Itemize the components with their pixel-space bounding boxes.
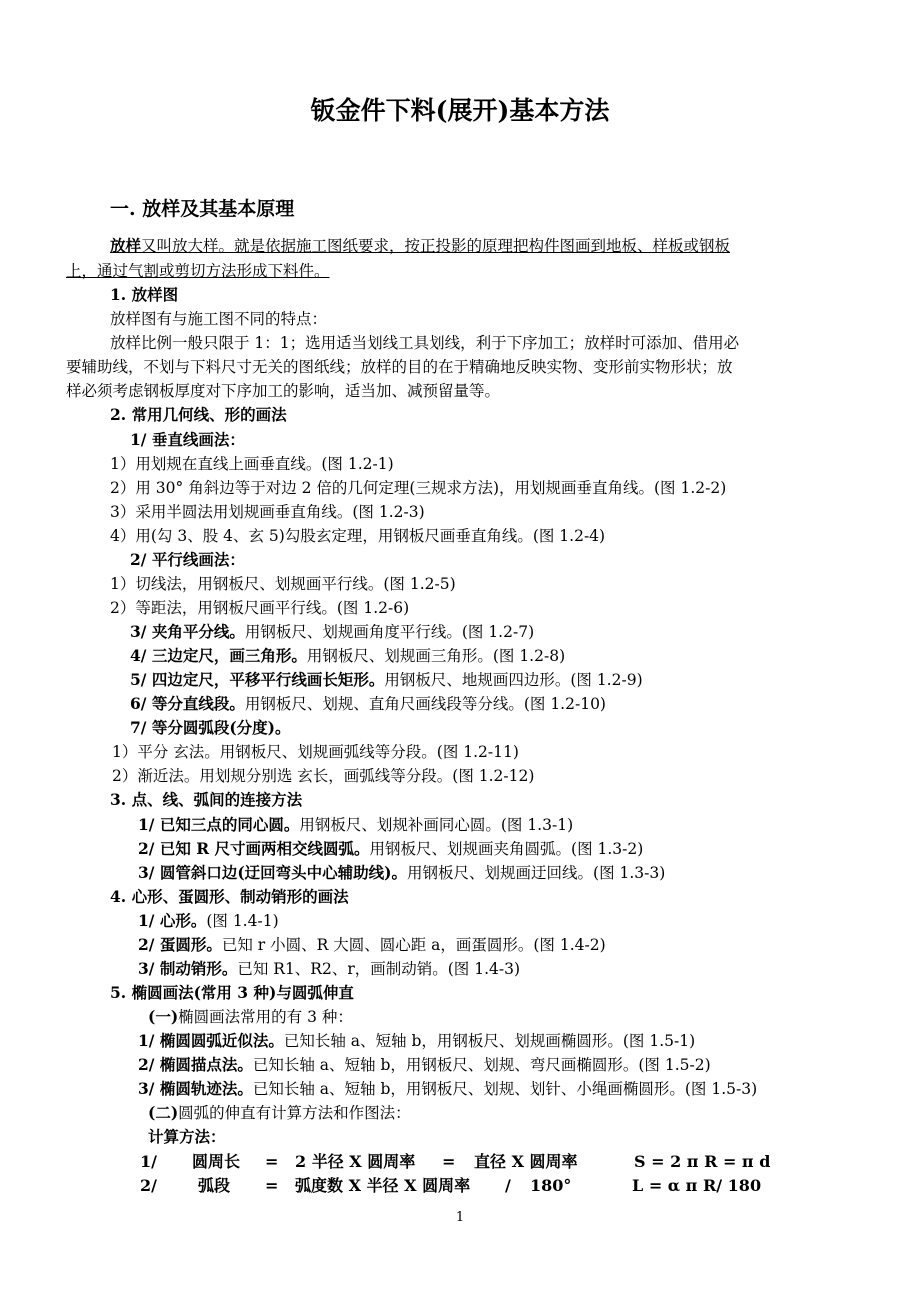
item-heading: 1/ 垂直线画法： xyxy=(130,430,245,449)
paragraph: 放样图有与施工图不同的特点： xyxy=(110,310,328,328)
list-item: 2）用 30° 角斜边等于对边 2 倍的几何定理(三规求方法)，用划规画垂直角线。(图 1.2-2) xyxy=(110,479,727,497)
item-heading: 2/ 平行线画法： xyxy=(130,550,245,569)
intro-text: 又叫放大样。就是依据施工图纸要求，按正投影的原理把构件图画到地板、样板或钢板 xyxy=(141,237,731,255)
section-heading: 一. 放样及其基本原理 xyxy=(110,198,295,220)
list-item: 2/ 蛋圆形。已知 r 小圆、R 大圆、圆心距 a，画蛋圆形。(图 1.4-2) xyxy=(138,935,606,954)
intro-paragraph-line2: 上，通过气割或剪切方法形成下料件。 xyxy=(66,262,330,280)
paragraph: 样必须考虑钢板厚度对下序加工的影响，适当加、减预留量等。 xyxy=(66,382,501,400)
list-item: 1）平分 玄法。用钢板尺、划规画弧线等分段。(图 1.2-11) xyxy=(112,743,519,761)
list-item: 1）切线法，用钢板尺、划规画平行线。(图 1.2-5) xyxy=(110,575,456,593)
intro-term: 放样 xyxy=(110,236,142,255)
subsection-heading: 5. 椭圆画法(常用 3 种)与圆弧伸直 xyxy=(110,983,354,1002)
page-number: 1 xyxy=(455,1210,465,1225)
list-item: 1/ 心形。(图 1.4-1) xyxy=(138,911,279,930)
intro-paragraph-line1 xyxy=(110,236,730,256)
subsection-heading: 1. 放样图 xyxy=(110,285,179,304)
list-item: 2）渐近法。用划规分别选 玄长，画弧线等分段。(图 1.2-12) xyxy=(112,767,535,785)
paragraph: 要辅助线，不划与下料尺寸无关的图纸线；放样的目的在于精确地反映实物、变形前实物形状；放 xyxy=(66,358,733,376)
paragraph: (二)圆弧的伸直有计算方法和作图法： xyxy=(148,1103,411,1122)
list-item: 3/ 夹角平分线。用钢板尺、划规画角度平行线。(图 1.2-7) xyxy=(130,622,535,641)
item-heading: 计算方法： xyxy=(148,1127,226,1146)
list-item: 3/ 制动销形。已知 R1、R2、r，画制动销。(图 1.4-3) xyxy=(138,959,521,978)
list-item: 2）等距法，用钢板尺画平行线。(图 1.2-6) xyxy=(110,599,410,617)
subsection-heading: 2. 常用几何线、形的画法 xyxy=(110,405,287,424)
list-item: 4）用(勾 3、股 4、玄 5)勾股玄定理，用钢板尺画垂直角线。(图 1.2-4) xyxy=(110,527,606,545)
list-item: 2/ 已知 R 尺寸画两相交线圆弧。用钢板尺、划规画夹角圆弧。(图 1.3-2) xyxy=(138,839,644,858)
list-item: 6/ 等分直线段。用钢板尺、划规、直角尺画线段等分线。(图 1.2-10) xyxy=(130,694,606,713)
list-item: 5/ 四边定尺，平移平行线画长矩形。用钢板尺、地规画四边形。(图 1.2-9) xyxy=(130,670,643,689)
item-heading: 7/ 等分圆弧段(分度)。 xyxy=(130,718,291,737)
subsection-heading: 3. 点、线、弧间的连接方法 xyxy=(110,790,303,809)
list-item: 3/ 椭圆轨迹法。已知长轴 a、短轴 b，用钢板尺、划规、划针、小绳画椭圆形。(图 1.5-3) xyxy=(138,1079,758,1098)
list-item: 2/ 椭圆描点法。已知长轴 a、短轴 b，用钢板尺、划规、弯尺画椭圆形。(图 1.5-2) xyxy=(138,1055,711,1074)
page-title: 钣金件下料(展开)基本方法 xyxy=(310,96,610,125)
subsection-heading: 4. 心形、蛋圆形、制动销形的画法 xyxy=(110,887,349,906)
list-item: 1）用划规在直线上画垂直线。(图 1.2-1) xyxy=(110,455,394,473)
list-item: 1/ 已知三点的同心圆。用钢板尺、划规补画同心圆。(图 1.3-1) xyxy=(138,815,574,834)
list-item: 3）采用半圆法用划规画垂直角线。(图 1.2-3) xyxy=(110,503,425,521)
list-item: 1/ 椭圆圆弧近似法。已知长轴 a、短轴 b，用钢板尺、划规画椭圆形。(图 1.5-1) xyxy=(138,1031,696,1050)
paragraph: 放样比例一般只限于 1：1；选用适当划线工具划线，利于下序加工；放样时可添加、借用必 xyxy=(110,334,740,352)
list-item: 4/ 三边定尺，画三角形。用钢板尺、划规画三角形。(图 1.2-8) xyxy=(130,646,566,665)
list-item: 3/ 圆管斜口边(迂回弯头中心辅助线)。用钢板尺、划规画迂回线。(图 1.3-3) xyxy=(138,863,666,882)
paragraph: (一)椭圆画法常用的有 3 种： xyxy=(148,1007,353,1026)
